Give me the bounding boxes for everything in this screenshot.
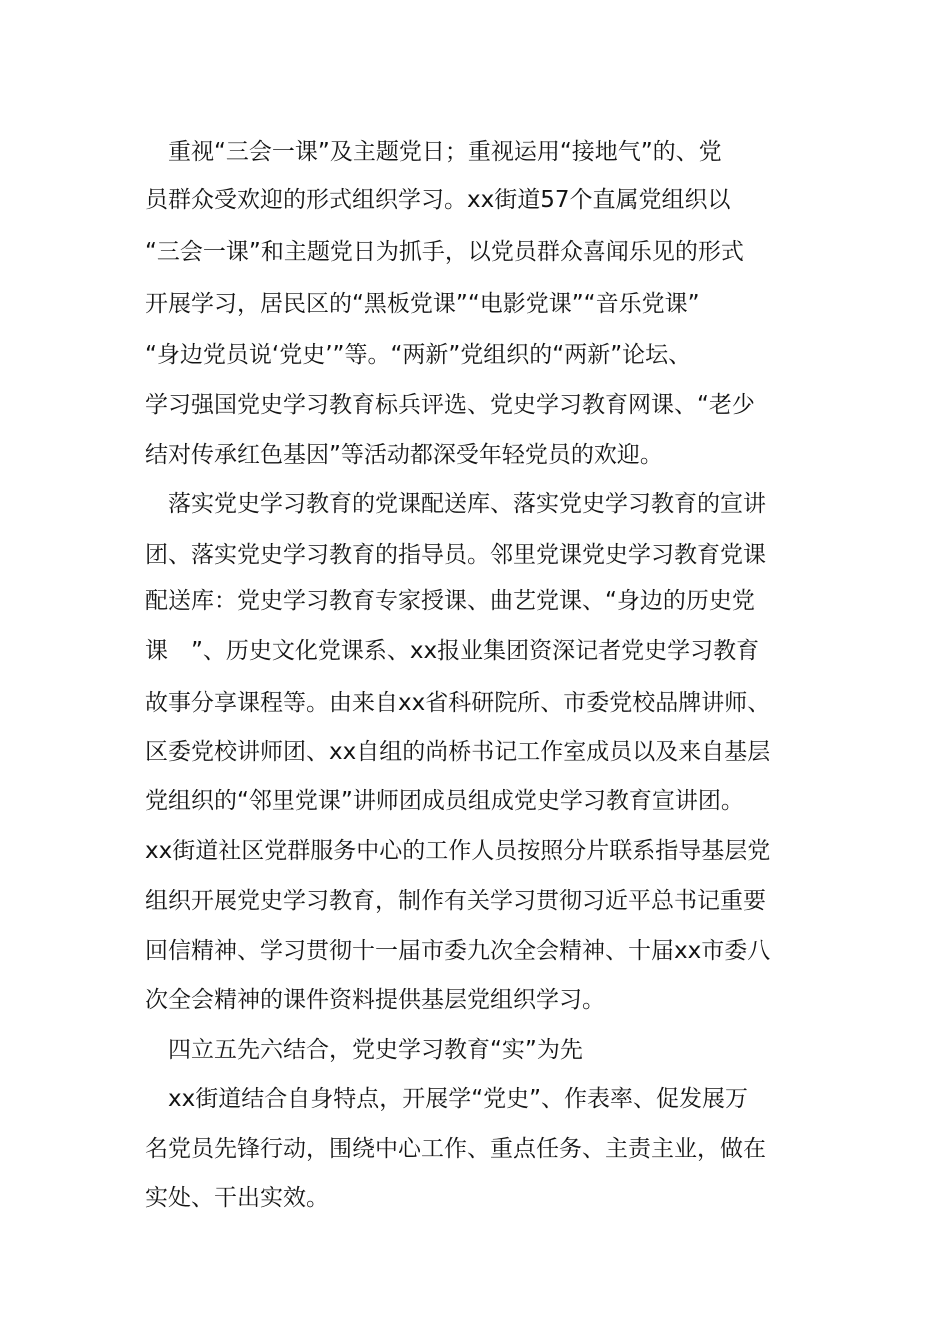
text-line: 学习强国党史学习教育标兵评选、党史学习教育网课、“老少 xyxy=(145,392,755,418)
text-line: xx街道结合自身特点，开展学“党史”、作表率、促发展万 xyxy=(145,1086,749,1112)
text-line: 落实党史学习教育的党课配送库、落实党史学习教育的宣讲 xyxy=(145,491,766,517)
text-line: 课 ”、历史文化党课系、xx报业集团资深记者党史学习教育 xyxy=(145,638,760,664)
text-line: 党组织的“邻里党课”讲师团成员组成党史学习教育宣讲团。 xyxy=(145,788,744,814)
text-line: 次全会精神的课件资料提供基层党组织学习。 xyxy=(145,987,605,1013)
text-line: 员群众受欢迎的形式组织学习。xx街道57个直属党组织以 xyxy=(145,187,731,213)
text-line: 名党员先锋行动，围绕中心工作、重点任务、主责主业，做在 xyxy=(145,1136,766,1162)
text-line: 重视“三会一课”及主题党日；重视运用“接地气”的、党 xyxy=(145,139,722,165)
text-line: 故事分享课程等。由来自xx省科研院所、市委党校品牌讲师、 xyxy=(145,690,771,716)
text-line: 组织开展党史学习教育，制作有关学习贯彻习近平总书记重要 xyxy=(145,888,766,914)
text-line: 回信精神、学习贯彻十一届市委九次全会精神、十届xx市委八 xyxy=(145,938,771,964)
section-heading: 四立五先六结合，党史学习教育“实”为先 xyxy=(145,1037,583,1063)
text-line: “三会一课”和主题党日为抓手，以党员群众喜闻乐见的形式 xyxy=(145,239,744,265)
text-line: xx街道社区党群服务中心的工作人员按照分片联系指导基层党 xyxy=(145,838,771,864)
text-line: 结对传承红色基因”等活动都深受年轻党员的欢迎。 xyxy=(145,442,663,468)
text-line: 开展学习，居民区的“黑板党课”“电影党课”“音乐党课” xyxy=(145,291,700,317)
text-line: 配送库：党史学习教育专家授课、曲艺党课、“身边的历史党 xyxy=(145,588,755,614)
text-line: 团、落实党史学习教育的指导员。邻里党课党史学习教育党课 xyxy=(145,542,766,568)
text-line: 实处、干出实效。 xyxy=(145,1185,329,1211)
text-line: 区委党校讲师团、xx自组的尚桥书记工作室成员以及来自基层 xyxy=(145,739,771,765)
text-line: “身边党员说‘党史’”等。“两新”党组织的“两新”论坛、 xyxy=(145,342,692,368)
